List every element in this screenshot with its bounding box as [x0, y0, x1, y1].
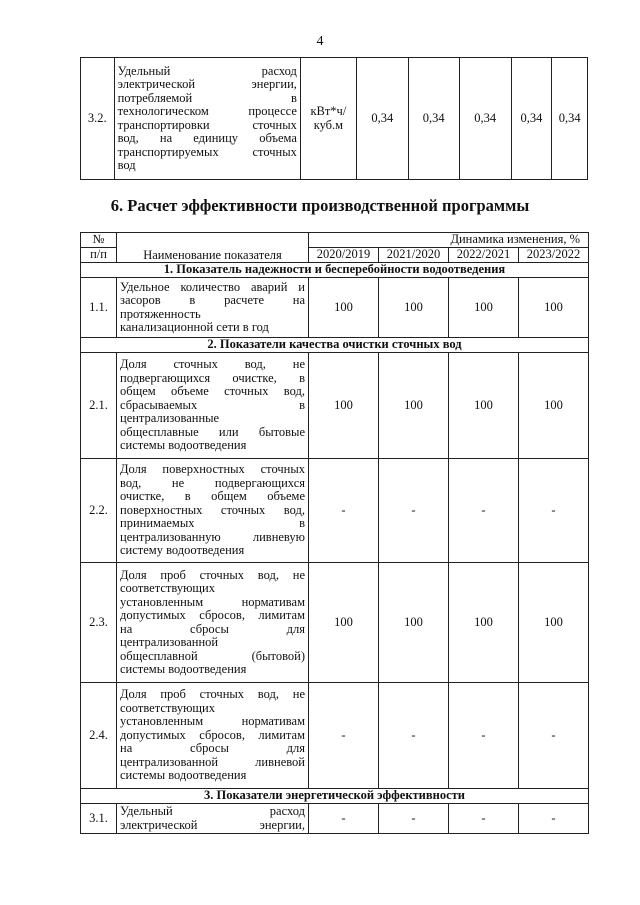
row-indicator-name: Удельный расход электрической энергии, потребляемой в технологическом процессе транспортировки сточных вод, на единицу объема транспортируемых сточных вод: [114, 58, 300, 180]
row-number: 1.1.: [81, 278, 117, 338]
efficiency-table: [80, 232, 589, 834]
row-number: 2.4.: [81, 683, 117, 789]
continuation-table: [80, 57, 588, 180]
section-header: 2. Показатели качества очистки сточных вод: [81, 338, 589, 353]
header-dynamics: Динамика изменения, %: [309, 233, 589, 248]
value-cell: 100: [379, 353, 449, 459]
value-cell: -: [449, 804, 519, 834]
value-cell: 100: [379, 278, 449, 338]
header-year: 2020/2019: [309, 248, 379, 263]
value-cell: -: [519, 683, 589, 789]
row-number: 2.3.: [81, 563, 117, 683]
table-row: [81, 563, 589, 683]
table-row: [81, 804, 589, 834]
section-header: 1. Показатель надежности и бесперебойности водоотведения: [81, 263, 589, 278]
value-cell: -: [379, 804, 449, 834]
row-indicator-name: Доля поверхностных сточных вод, не подвергающихся очистке, в общем объеме поверхностных сточных вод, принимаемых в централизованную ливневую систему водоотведения: [117, 459, 309, 563]
value-cell: 100: [449, 353, 519, 459]
header-year: 2022/2021: [449, 248, 519, 263]
row-number: 3.2.: [81, 58, 115, 180]
value-cell: -: [519, 459, 589, 563]
value-cell: 100: [449, 278, 519, 338]
section-header: 3. Показатели энергетической эффективности: [81, 789, 589, 804]
value-cell: -: [379, 683, 449, 789]
section-header-row: [81, 338, 589, 353]
unit-cell: кВт*ч/ куб.м: [300, 58, 356, 180]
value-cell: -: [309, 683, 379, 789]
row-indicator-name: Доля сточных вод, не подвергающихся очистке, в общем объеме сточных вод, сбрасываемых в централизованные общесплавные или бытовые системы водоотведения: [117, 353, 309, 459]
header-name: Наименование показателя: [117, 233, 309, 263]
value-cell: 100: [379, 563, 449, 683]
value-cell: -: [449, 459, 519, 563]
value-cell: 100: [309, 278, 379, 338]
header-year: 2021/2020: [379, 248, 449, 263]
value-cell: 0,34: [356, 58, 408, 180]
row-indicator-name: Доля проб сточных вод, не соответствующих установленным нормативам допустимых сбросов, лимитам на сбросы для централизованной ливневой системы водоотведения: [117, 683, 309, 789]
section-title: 6. Расчет эффективности производственной программы: [110, 196, 530, 215]
value-cell: 100: [519, 563, 589, 683]
row-number: 3.1.: [81, 804, 117, 834]
value-cell: 0,34: [511, 58, 552, 180]
section-header-row: [81, 789, 589, 804]
value-cell: 0,34: [552, 58, 588, 180]
value-cell: 100: [519, 353, 589, 459]
value-cell: 100: [449, 563, 519, 683]
header-num-sub: п/п: [81, 248, 117, 263]
page-number: 4: [316, 34, 324, 49]
table-row: [81, 353, 589, 459]
table-row: [81, 683, 589, 789]
header-row: [81, 233, 589, 248]
value-cell: 100: [309, 353, 379, 459]
table-row: [81, 459, 589, 563]
row-indicator-name: Удельный расход электрической энергии,: [117, 804, 309, 834]
row-indicator-name: Удельное количество аварий и засоров в расчете на протяженность канализационной сети в год: [117, 278, 309, 338]
section-header-row: [81, 263, 589, 278]
value-cell: -: [309, 804, 379, 834]
row-number: 2.2.: [81, 459, 117, 563]
value-cell: 0,34: [459, 58, 511, 180]
header-year: 2023/2022: [519, 248, 589, 263]
table-row: [81, 58, 588, 180]
header-num: №: [81, 233, 117, 248]
value-cell: 100: [309, 563, 379, 683]
row-indicator-name: Доля проб сточных вод, не соответствующих установленным нормативам допустимых сбросов, лимитам на сбросы для централизованной общесплавной (бытовой) системы водоотведения: [117, 563, 309, 683]
value-cell: -: [519, 804, 589, 834]
value-cell: -: [309, 459, 379, 563]
value-cell: 0,34: [408, 58, 459, 180]
value-cell: -: [379, 459, 449, 563]
table-row: [81, 278, 589, 338]
row-number: 2.1.: [81, 353, 117, 459]
value-cell: 100: [519, 278, 589, 338]
value-cell: -: [449, 683, 519, 789]
